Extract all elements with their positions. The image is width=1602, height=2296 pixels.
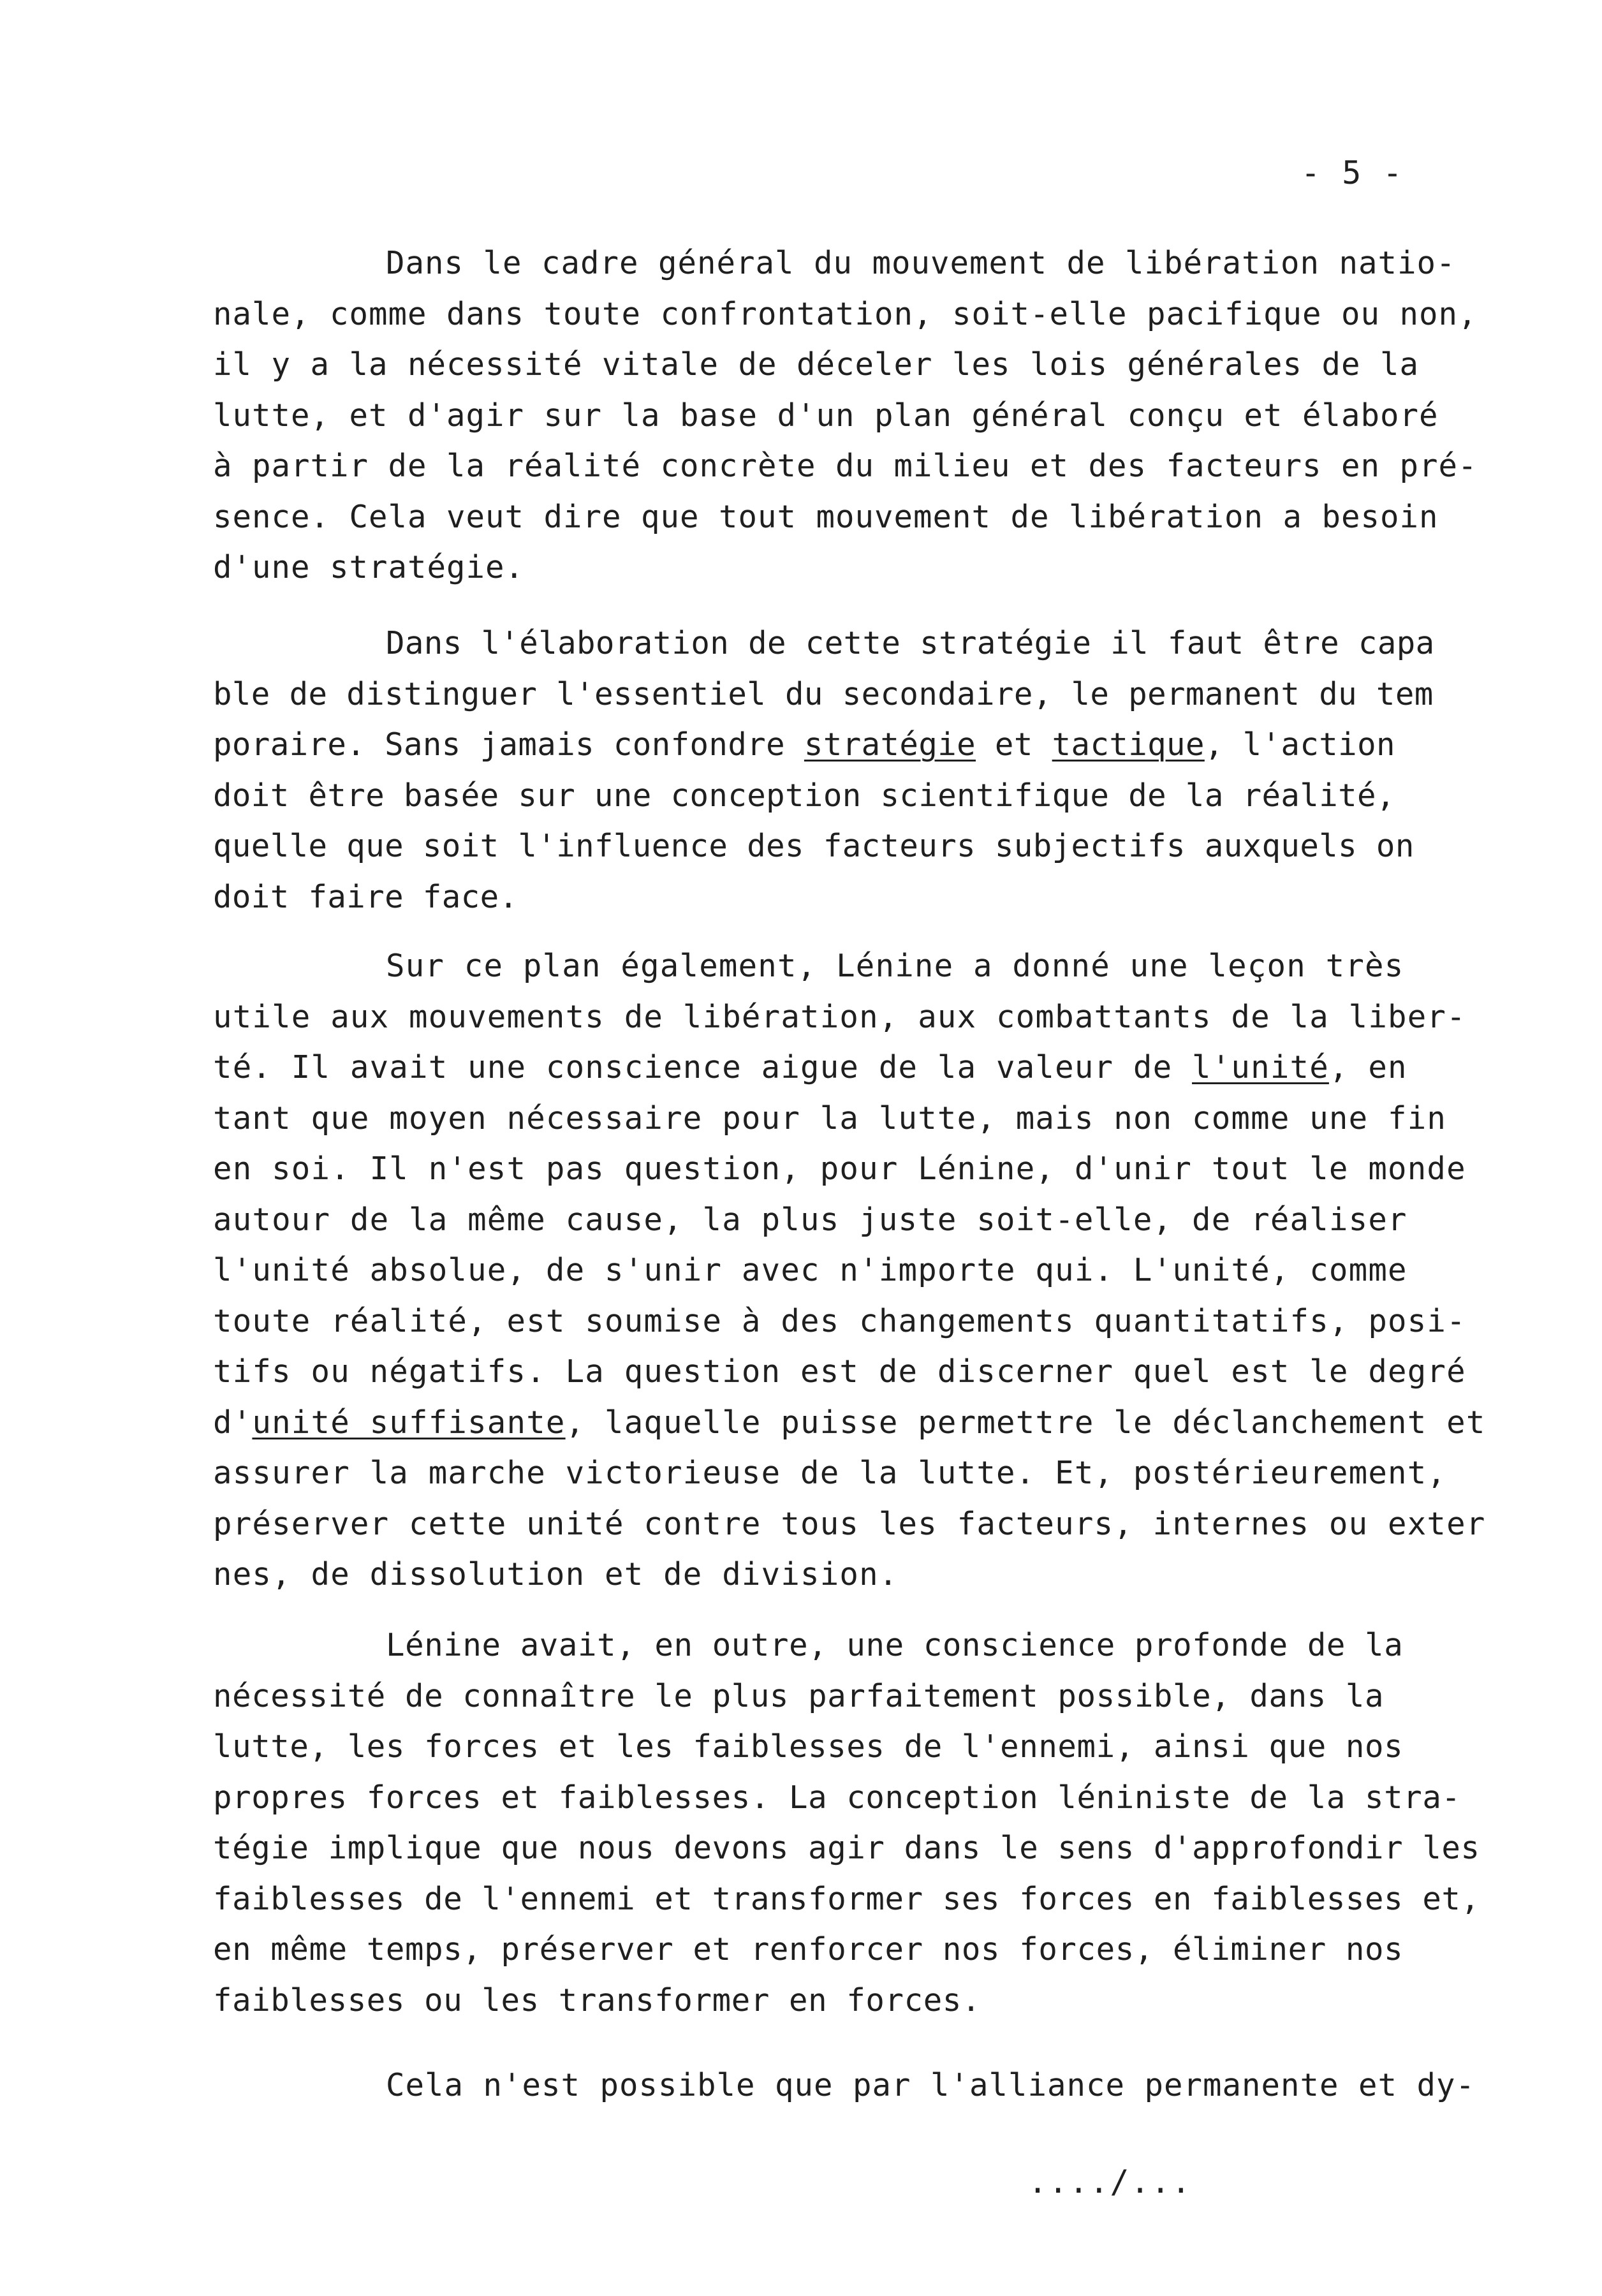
- text-segment: d'une stratégie.: [213, 549, 525, 585]
- text-segment: assurer la marche victorieuse de la lutte. Et, postérieurement,: [213, 1455, 1447, 1491]
- text-segment: quelle que soit l'influence des facteurs subjectifs auxquels on: [213, 828, 1415, 864]
- text-line: [213, 1505, 1486, 1543]
- text-segment: préserver cette unité contre tous les facteurs, internes ou exter: [213, 1505, 1486, 1542]
- text-line: [213, 1677, 1384, 1716]
- text-segment: lutte, les forces et les faiblesses de l'ennemi, ainsi que nos: [213, 1728, 1404, 1765]
- text-segment: poraire. Sans jamais confondre: [213, 726, 804, 763]
- text-line: [213, 1100, 1446, 1138]
- text-segment: nes, de dissolution et de division.: [213, 1556, 899, 1593]
- text-segment: Dans l'élaboration de cette stratégie il faut être capa: [386, 625, 1435, 661]
- text-line: [213, 1353, 1466, 1391]
- text-segment: Sur ce plan également, Lénine a donné une leçon très: [386, 948, 1404, 984]
- text-segment: propres forces et faiblesses. La conception léniniste de la stra-: [213, 1779, 1461, 1816]
- text-segment: l'unité absolue, de s'unir avec n'importe qui. L'unité, comme: [213, 1252, 1407, 1288]
- text-segment: tégie implique que nous devons agir dans le sens d'approfondir les: [213, 1830, 1480, 1866]
- text-line: [213, 878, 518, 916]
- text-segment: tifs ou négatifs. La question est de discerner quel est le degré: [213, 1353, 1466, 1390]
- text-line: [213, 827, 1415, 865]
- text-line: [213, 726, 1395, 764]
- text-segment: et: [976, 726, 1052, 763]
- text-line: [386, 947, 1404, 985]
- text-line: [213, 1404, 1486, 1442]
- underlined-term: tactique: [1052, 726, 1205, 763]
- text-line: [386, 2066, 1475, 2105]
- text-segment: il y a la nécessité vitale de déceler les lois générales de la: [213, 346, 1420, 383]
- text-line: [386, 1626, 1403, 1665]
- text-segment: Lénine avait, en outre, une conscience profonde de la: [386, 1627, 1404, 1663]
- text-segment: en même temps, préserver et renforcer nos forces, éliminer nos: [213, 1931, 1404, 1968]
- text-line: [213, 397, 1439, 435]
- text-line: [213, 1556, 899, 1594]
- text-segment: Dans le cadre général du mouvement de libération natio-: [386, 245, 1456, 281]
- text-line: [213, 1982, 981, 2020]
- text-line: [386, 624, 1435, 663]
- text-segment: faiblesses ou les transformer en forces.: [213, 1982, 981, 2019]
- text-segment: , laquelle puisse permettre le déclanchement et: [565, 1404, 1486, 1441]
- text-segment: , en: [1328, 1049, 1407, 1085]
- text-segment: nécessité de connaître le plus parfaitement possible, dans la: [213, 1677, 1385, 1714]
- text-line: [213, 1150, 1466, 1188]
- text-line: [213, 1779, 1461, 1817]
- text-line: [213, 1454, 1446, 1492]
- underlined-term: l'unité: [1192, 1049, 1329, 1085]
- text-line: [213, 447, 1478, 485]
- text-line: [213, 675, 1434, 714]
- underlined-term: stratégie: [804, 726, 976, 763]
- text-line: [213, 1049, 1407, 1087]
- text-segment: Cela n'est possible que par l'alliance permanente et dy-: [386, 2067, 1476, 2103]
- text-segment: sence. Cela veut dire que tout mouvement de libération a besoin: [213, 498, 1439, 535]
- text-line: [213, 548, 524, 587]
- text-line: [213, 498, 1439, 536]
- continuation-marker: ..../...: [1028, 2163, 1192, 2200]
- text-segment: , l'action: [1204, 726, 1395, 763]
- text-line: [213, 1880, 1480, 1918]
- text-segment: doit être basée sur une conception scientifique de la réalité,: [213, 777, 1395, 814]
- text-segment: doit faire face.: [213, 878, 518, 915]
- text-line: [213, 777, 1395, 815]
- text-line: [213, 1302, 1466, 1341]
- text-line: [213, 346, 1419, 384]
- underlined-term: unité suffisante: [252, 1404, 566, 1441]
- text-segment: autour de la même cause, la plus juste soit-elle, de réaliser: [213, 1201, 1407, 1238]
- text-segment: d': [213, 1404, 253, 1441]
- text-segment: té. Il avait une conscience aigue de la valeur de: [213, 1049, 1193, 1085]
- text-segment: faiblesses de l'ennemi et transformer ses forces en faiblesses et,: [213, 1880, 1480, 1917]
- text-line: [386, 244, 1456, 283]
- text-segment: toute réalité, est soumise à des changements quantitatifs, posi-: [213, 1302, 1466, 1339]
- text-segment: nale, comme dans toute confrontation, soit-elle pacifique ou non,: [213, 295, 1478, 332]
- text-segment: utile aux mouvements de libération, aux combattants de la liber-: [213, 998, 1466, 1035]
- text-line: [213, 295, 1478, 334]
- text-segment: en soi. Il n'est pas question, pour Lénine, d'unir tout le monde: [213, 1151, 1466, 1187]
- text-line: [213, 1201, 1407, 1239]
- text-segment: lutte, et d'agir sur la base d'un plan général conçu et élaboré: [213, 397, 1439, 434]
- text-line: [213, 1931, 1403, 1969]
- text-line: [213, 1728, 1403, 1766]
- text-segment: tant que moyen nécessaire pour la lutte, mais non comme une fin: [213, 1100, 1447, 1137]
- text-line: [213, 998, 1466, 1036]
- text-line: [213, 1829, 1480, 1867]
- text-segment: à partir de la réalité concrète du milieu et des facteurs en pré-: [213, 448, 1478, 484]
- page-number: - 5 -: [1301, 154, 1404, 191]
- text-line: [213, 1251, 1407, 1290]
- text-segment: ble de distinguer l'essentiel du secondaire, le permanent du tem: [213, 675, 1434, 712]
